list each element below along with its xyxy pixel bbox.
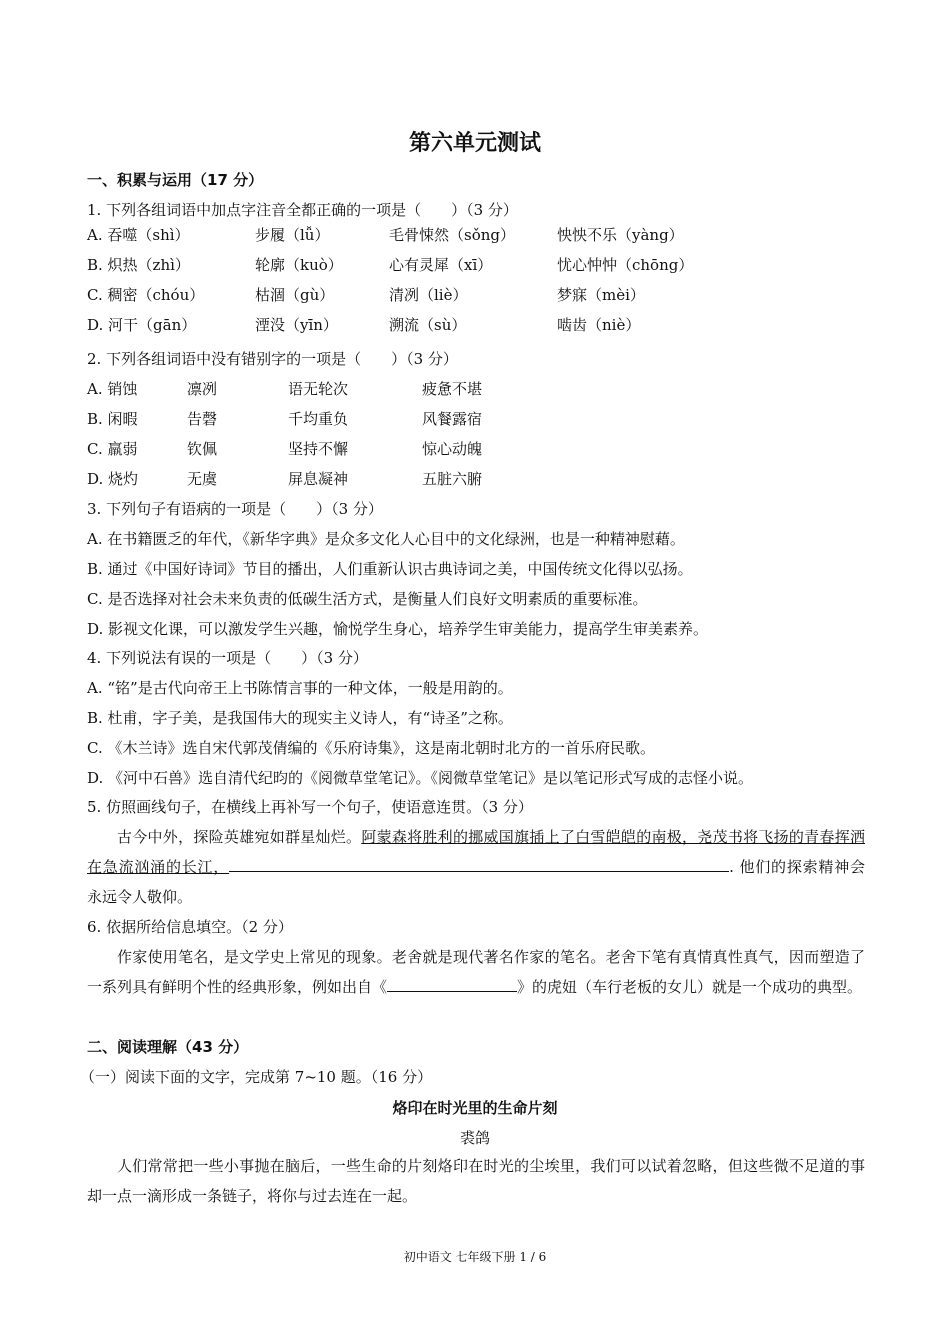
option-line: D. 影视文化课，可以激发学生兴趣，愉悦学生身心，培养学生审美能力，提高学生审美素养。 bbox=[87, 620, 709, 638]
answer-blank[interactable] bbox=[229, 855, 729, 872]
option-row bbox=[87, 315, 867, 335]
question-passage bbox=[87, 822, 865, 912]
option-cell: D. 烧灼 bbox=[87, 470, 139, 488]
option-cell: 风餐露宿 bbox=[422, 410, 483, 428]
option-cell: 五脏六腑 bbox=[422, 470, 483, 488]
option-line: C. 是否选择对社会未来负责的低碳生活方式，是衡量人们良好文明素质的重要标准。 bbox=[87, 590, 648, 608]
option-cell: 无虞 bbox=[187, 470, 218, 488]
option-cell: 千均重负 bbox=[288, 410, 349, 428]
option-cell: D. 河干（gān） bbox=[87, 316, 197, 334]
option-row bbox=[87, 439, 867, 459]
option-cell: 怏怏不乐（yàng） bbox=[557, 226, 684, 244]
option-cell: C. 羸弱 bbox=[87, 440, 138, 458]
option-cell: 告磬 bbox=[187, 410, 218, 428]
option-cell: 步履（lǚ） bbox=[255, 226, 330, 244]
option-cell: 惊心动魄 bbox=[422, 440, 483, 458]
question-stem: 5. 仿照画线句子，在横线上再补写一个句子，使语意连贯。（3 分） bbox=[87, 798, 533, 816]
section-heading: 一、积累与运用（17 分） bbox=[87, 171, 264, 189]
option-cell: 心有灵犀（xī） bbox=[389, 256, 493, 274]
option-line: A. 在书籍匮乏的年代，《新华字典》是众多文化人心目中的文化绿洲，也是一种精神慰藉。 bbox=[87, 530, 685, 548]
page-title: 第六单元测试 bbox=[408, 131, 541, 156]
reading-intro: （一）阅读下面的文字，完成第 7~10 题。（16 分） bbox=[80, 1068, 433, 1086]
question-passage bbox=[87, 942, 865, 1002]
option-cell: 凛冽 bbox=[187, 380, 218, 398]
option-line: D. 《河中石兽》选自清代纪昀的《阅微草堂笔记》。《阅微草堂笔记》是以笔记形式写成的志怪小说。 bbox=[87, 769, 754, 787]
option-cell: 钦佩 bbox=[187, 440, 218, 458]
option-cell: 语无轮次 bbox=[288, 380, 349, 398]
option-cell: 湮没（yīn） bbox=[255, 316, 338, 334]
option-cell: B. 炽热（zhì） bbox=[87, 256, 190, 274]
option-row bbox=[87, 469, 867, 489]
option-row bbox=[87, 225, 867, 245]
option-cell: 清冽（liè） bbox=[389, 286, 468, 304]
question-stem: 3. 下列句子有语病的一项是（ ）（3 分） bbox=[87, 500, 383, 518]
article-title: 烙印在时光里的生命片刻 bbox=[392, 1099, 558, 1117]
option-row bbox=[87, 379, 867, 399]
option-cell: 梦寐（mèi） bbox=[557, 286, 645, 304]
option-cell: 毛骨悚然（sǒng） bbox=[389, 226, 515, 244]
option-cell: A. 销蚀 bbox=[87, 380, 138, 398]
article-author: 裘鸽 bbox=[459, 1129, 490, 1147]
option-cell: 啮齿（niè） bbox=[557, 316, 641, 334]
option-row bbox=[87, 255, 867, 275]
option-cell: 坚持不懈 bbox=[288, 440, 349, 458]
option-line: A. “铭”是古代向帝王上书陈情言事的一种文体，一般是用韵的。 bbox=[87, 679, 513, 697]
passage-text: 作家使用笔名，是文学史上常见的现象。老舍就是现代著名作家的笔名。老舍下笔有真情真性真气，因而塑造了一系列具有鲜明个性的经典形象，例如出自《 bbox=[87, 948, 865, 996]
answer-blank[interactable] bbox=[387, 975, 517, 992]
option-row bbox=[87, 285, 867, 305]
option-cell: B. 闲暇 bbox=[87, 410, 138, 428]
option-cell: 屏息凝神 bbox=[288, 470, 349, 488]
article-paragraph: 人们常常把一些小事抛在脑后，一些生命的片刻烙印在时光的尘埃里，我们可以试着忽略，但这些微不足道的事却一点一滴形成一条链子，将你与过去连在一起。 bbox=[87, 1157, 865, 1205]
option-cell: A. 吞噬（shì） bbox=[87, 226, 190, 244]
question-stem: 4. 下列说法有误的一项是（ ）（3 分） bbox=[87, 649, 368, 667]
option-cell: 溯流（sù） bbox=[389, 316, 467, 334]
option-line: C. 《木兰诗》选自宋代郭茂倩编的《乐府诗集》，这是南北朝时北方的一首乐府民歌。 bbox=[87, 739, 655, 757]
option-cell: 疲惫不堪 bbox=[422, 380, 483, 398]
option-cell: C. 稠密（chóu） bbox=[87, 286, 205, 304]
option-line: B. 杜甫，字子美，是我国伟大的现实主义诗人，有“诗圣”之称。 bbox=[87, 709, 513, 727]
option-cell: 轮廓（kuò） bbox=[255, 256, 343, 274]
section-heading: 二、阅读理解（43 分） bbox=[87, 1038, 249, 1056]
option-cell: 枯涸（gù） bbox=[255, 286, 335, 304]
passage-tail: . 他们的探索精神会永远令人敬仰。 bbox=[87, 858, 865, 906]
question-stem: 1. 下列各组词语中加点字注音全都正确的一项是（ ）（3 分） bbox=[87, 201, 518, 219]
question-stem: 2. 下列各组词语中没有错别字的一项是（ ）（3 分） bbox=[87, 350, 458, 368]
passage-lead: 古今中外，探险英雄宛如群星灿烂。 bbox=[117, 828, 362, 846]
option-line: B. 通过《中国好诗词》节目的播出，人们重新认识古典诗词之美，中国传统文化得以弘扬。 bbox=[87, 560, 693, 578]
passage-text: 》的虎妞（车行老板的女儿）就是一个成功的典型。 bbox=[517, 978, 863, 996]
underlined-sentence: 阿蒙森将胜利的挪威国旗插上了白雪皑皑的南极，尧茂书将飞扬的青春挥洒在急流汹涌的长江， bbox=[87, 828, 865, 876]
page-footer: 初中语文 七年级下册 1 / 6 bbox=[403, 1250, 547, 1264]
option-cell: 忧心忡忡（chōng） bbox=[557, 256, 694, 274]
question-stem: 6. 依据所给信息填空。（2 分） bbox=[87, 918, 293, 936]
option-row bbox=[87, 409, 867, 429]
